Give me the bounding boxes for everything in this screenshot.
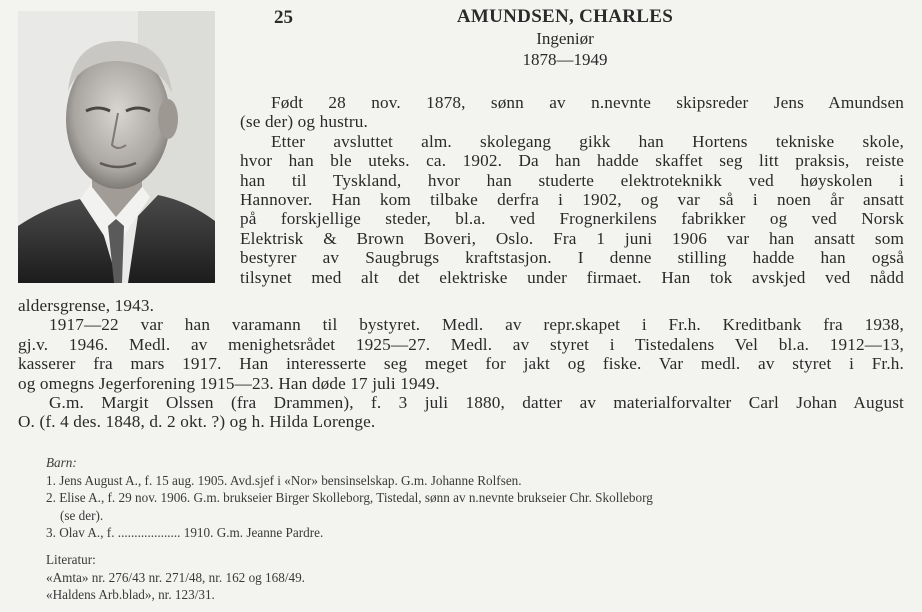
text-line: aldersgrense, 1943. [18,296,155,315]
child-item-continuation: (se der). [60,507,104,523]
text-line: G.m. Margit Olssen (fra Drammen), f. 3 juli 1880, datter av materialforvalter Carl Johan August [49,393,904,413]
child-item: 3. Olav A., f. ................... 1910. G.m. Jeanne Pardre. [46,525,324,540]
literature-item: «Amta» nr. 276/43 nr. 271/48, nr. 162 og 168/49. [46,569,305,585]
text-line: tilsynet med alt det elektriske under firmaet. Han tok avskjed ved nådd [240,267,904,287]
entry-number: 25 [274,7,293,28]
text-line: og omegns Jegerforening 1915—23. Han døde 17 juli 1949. [18,373,440,393]
text-line: O. (f. 4 des. 1848, d. 2 okt. ?) og h. Hilda Lorenge. [18,412,376,432]
text-line: Hannover. Han kom tilbake derfra i 1902, og var så i noen år ansatt [240,190,904,210]
text-line: på forskjellige steder, bl.a. ved Frognerkilens fabrikker og ved Norsk [240,209,904,229]
text-line: Etter avsluttet alm. skolegang gikk han Hortens tekniske skole, [271,131,904,151]
literature-section [46,551,305,604]
literature-item: «Haldens Arb.blad», nr. 123/31. [46,587,215,602]
person-name: AMUNDSEN, CHARLES [456,6,674,27]
literature-heading: Literatur: [46,552,96,567]
text-line: kasserer fra mars 1917. Han interesserte seg meget for jakt og fiske. Var medl. av styret i Fr.h. [18,354,904,374]
biography-paragraph-1 [240,93,904,287]
person-occupation: Ingeniør [536,29,594,48]
text-line: Født 28 nov. 1878, sønn av n.nevnte skipsreder Jens Amundsen [271,93,904,112]
text-line: gj.v. 1946. Medl. av menighetsrådet 1925—27. Medl. av styret i Tistedalens Vel bl.a. 1912—13, [18,334,904,354]
child-item: 1. Jens August A., f. 15 aug. 1905. Avd.sjef i «Nor» bensinselskap. G.m. Johanne Rolfsen. [46,472,522,488]
children-heading: Barn: [46,455,77,470]
text-line: (se der) og hustru. [240,112,368,132]
text-line: hvor han ble uteks. ca. 1902. Da han hadde skaffet seg litt praksis, reiste [240,151,904,171]
biography-paragraph-2 [18,296,904,432]
child-item: 2. Elise A., f. 29 nov. 1906. G.m. brukseier Birger Skolleborg, Tistedal, sønn av n.nevnte brukseier Chr. Skolleborg [46,490,653,505]
text-line: han til Tyskland, hvor han studerte elektroteknikk ved høyskolen i [240,170,904,190]
text-line: Elektrisk & Brown Boveri, Oslo. Fra 1 juni 1906 var han ansatt som [240,228,904,248]
portrait-photo [18,11,215,283]
portrait-icon [18,11,215,283]
children-section [46,454,886,542]
entry-header [420,6,710,71]
person-years: 1878—1949 [522,50,608,69]
text-line: bestyrer av Saugbrugs kraftstasjon. I denne stilling hadde han også [240,248,904,268]
text-line: 1917—22 var han varamann til bystyret. Medl. av repr.skapet i Fr.h. Kreditbank fra 1938, [49,315,904,335]
